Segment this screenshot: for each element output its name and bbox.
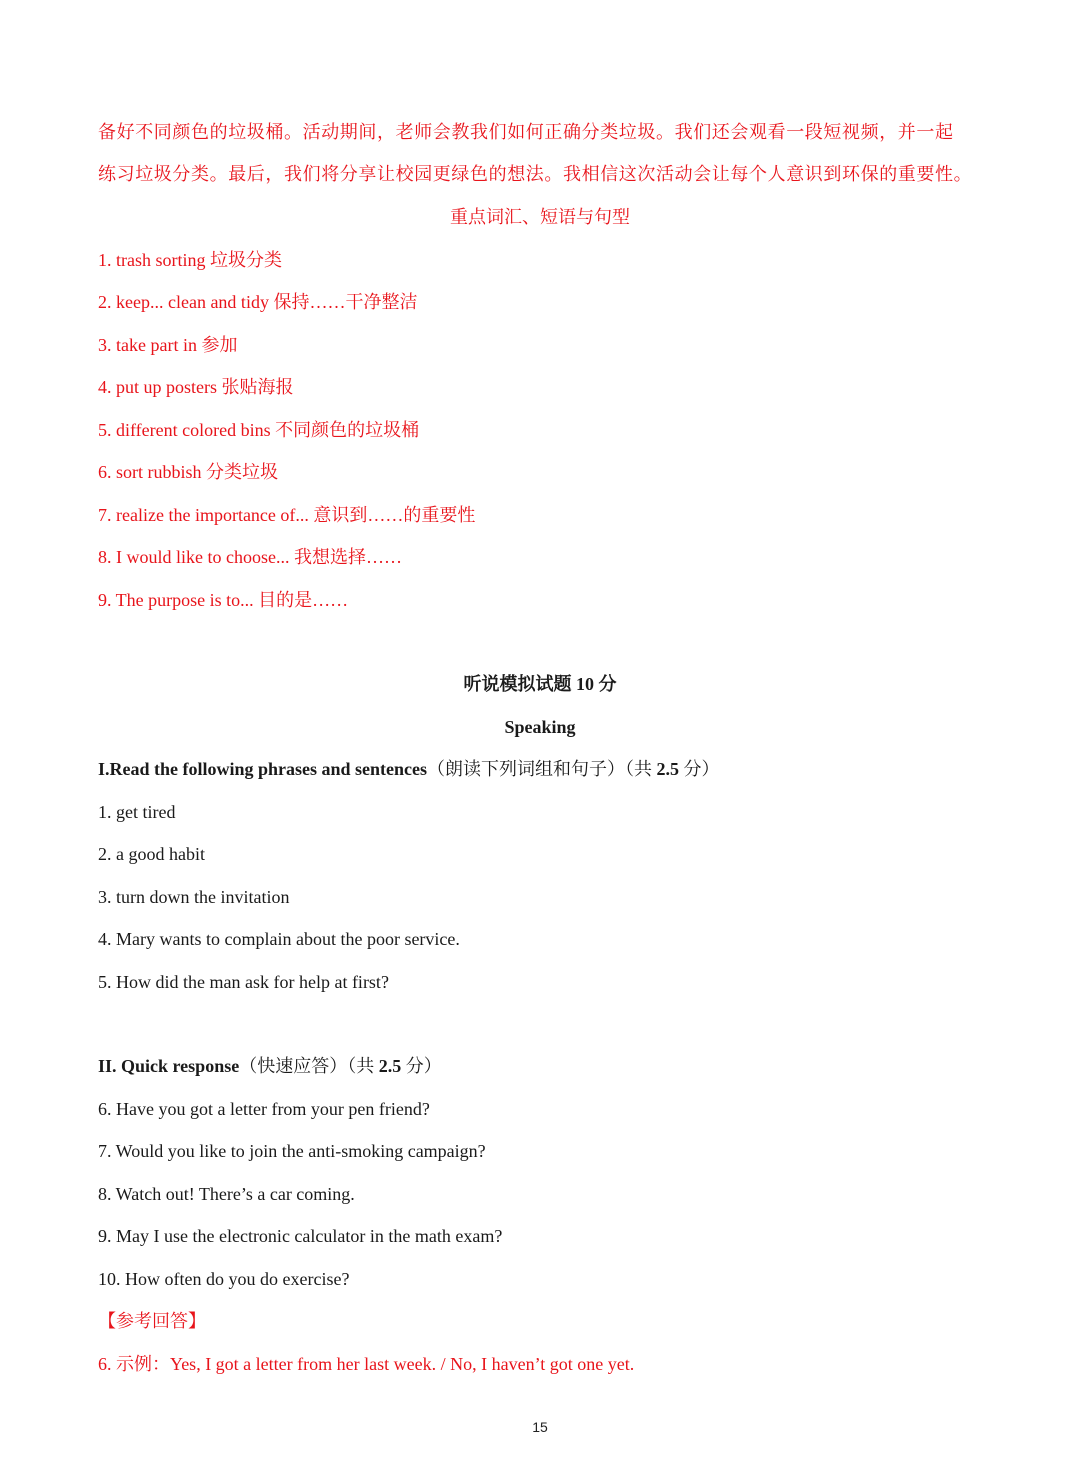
section1-heading-cn: （朗读下列词组和句子）（共 — [427, 759, 657, 779]
exam-title: 听说模拟试题 10 分 — [463, 674, 617, 694]
vocab-heading: 重点词汇、短语与句型 — [450, 207, 630, 227]
section2-heading-en: II. Quick response — [98, 1056, 240, 1076]
vocab-item: 1. trash sorting 垃圾分类 — [98, 250, 282, 270]
vocab-item: 3. take part in 参加 — [98, 335, 238, 355]
vocab-item: 2. keep... clean and tidy 保持……干净整洁 — [98, 292, 418, 312]
section2-item: 8. Watch out! There’s a car coming. — [98, 1184, 355, 1204]
answer-item: 6. 示例：Yes, I got a letter from her last week. / No, I haven’t got one yet. — [98, 1354, 635, 1374]
section1-heading — [98, 757, 990, 781]
section1-item: 2. a good habit — [98, 844, 205, 864]
vocab-item: 7. realize the importance of... 意识到……的重要性 — [98, 505, 476, 525]
section2-heading — [98, 1054, 990, 1078]
section2-item: 9. May I use the electronic calculator in the math exam? — [98, 1226, 503, 1246]
vocab-item: 5. different colored bins 不同颜色的垃圾桶 — [98, 420, 420, 440]
intro-line-2: 练习垃圾分类。最后，我们将分享让校园更绿色的想法。我相信这次活动会让每个人意识到环保的重要性。 — [98, 164, 973, 184]
vocab-item: 9. The purpose is to... 目的是…… — [98, 590, 349, 610]
section2-score: 2.5 — [378, 1056, 402, 1076]
section2-heading-cn: （快速应答）（共 — [239, 1056, 379, 1076]
section1-item: 3. turn down the invitation — [98, 887, 290, 907]
section2-item: 7. Would you like to join the anti-smoking campaign? — [98, 1141, 486, 1161]
section2-item: 6. Have you got a letter from your pen friend? — [98, 1099, 430, 1119]
page-number: 15 — [532, 1419, 548, 1435]
section1-item: 5. How did the man ask for help at first? — [98, 972, 389, 992]
vocab-item: 4. put up posters 张贴海报 — [98, 377, 294, 397]
intro-line-1: 备好不同颜色的垃圾桶。活动期间，老师会教我们如何正确分类垃圾。我们还会观看一段短视频，并一起 — [98, 122, 954, 142]
section1-heading-en: I.Read the following phrases and sentences — [98, 759, 428, 779]
section1-heading-cn-close: 分） — [679, 759, 720, 779]
section1-score: 2.5 — [656, 759, 680, 779]
vocab-item: 8. I would like to choose... 我想选择…… — [98, 547, 402, 567]
exam-subtitle: Speaking — [504, 717, 576, 737]
answers-heading: 【参考回答】 — [98, 1311, 206, 1331]
section2-heading-cn-close: 分） — [401, 1056, 442, 1076]
section2-item: 10. How often do you do exercise? — [98, 1269, 350, 1289]
vocab-item: 6. sort rubbish 分类垃圾 — [98, 462, 278, 482]
section1-item: 4. Mary wants to complain about the poor service. — [98, 929, 460, 949]
section1-item: 1. get tired — [98, 802, 176, 822]
